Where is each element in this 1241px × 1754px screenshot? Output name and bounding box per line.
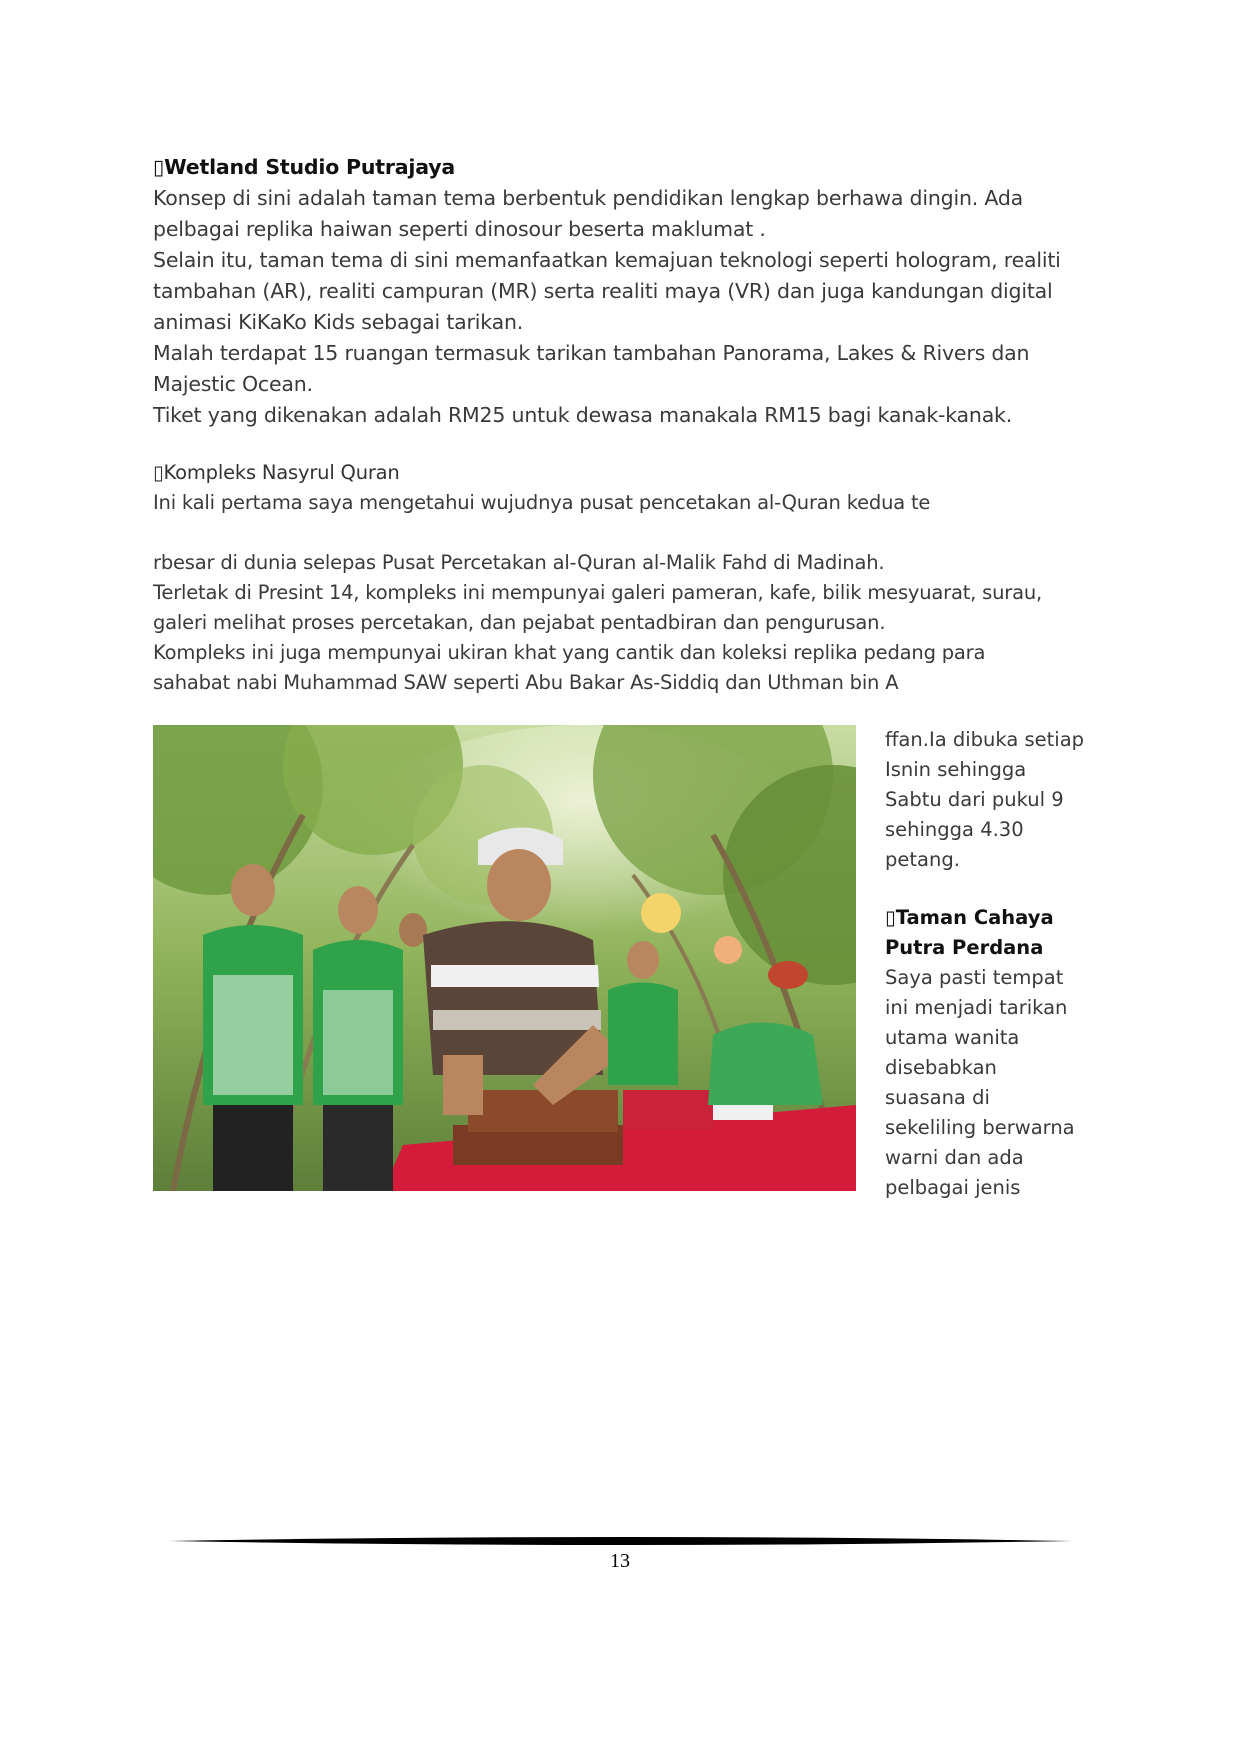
paragraph-line: Malah terdapat 15 ruangan termasuk tarikan tambahan Panorama, Lakes & Rivers dan (153, 341, 1030, 365)
paragraph-line: petang. (885, 848, 960, 871)
page-number: 13 (610, 1550, 630, 1572)
paragraph-line: utama wanita (885, 1026, 1020, 1049)
paragraph-line: disebabkan (885, 1056, 997, 1079)
paragraph-line: sekeliling berwarna (885, 1116, 1075, 1139)
paragraph-line: warni dan ada (885, 1146, 1024, 1169)
paragraph-line: Sabtu dari pukul 9 (885, 788, 1064, 811)
paragraph-line: pelbagai jenis (885, 1176, 1021, 1199)
event-photo (153, 725, 856, 1191)
paragraph-line: sehingga 4.30 (885, 818, 1024, 841)
paragraph-line: ffan.Ia dibuka setiap (885, 728, 1085, 751)
section-heading: ▯Taman Cahaya (885, 906, 1054, 929)
side-column-text (885, 725, 1095, 1203)
footer-divider (170, 1534, 1072, 1548)
paragraph-line: rbesar di dunia selepas Pusat Percetakan al-Quran al-Malik Fahd di Madinah. (153, 551, 885, 574)
section-heading: Putra Perdana (885, 936, 1044, 959)
paragraph-line: ini menjadi tarikan (885, 996, 1068, 1019)
section-kompleks-nasyrul-quran (153, 458, 1093, 518)
section-heading: ▯Kompleks Nasyrul Quran (153, 461, 400, 484)
paragraph-line: Selain itu, taman tema di sini memanfaatkan kemajuan teknologi seperti hologram, realiti (153, 248, 1061, 272)
spacer (885, 875, 1095, 903)
paragraph-line: Tiket yang dikenakan adalah RM25 untuk dewasa manakala RM15 bagi kanak-kanak. (153, 403, 1013, 427)
paragraph-line: galeri melihat proses percetakan, dan pejabat pentadbiran dan pengurusan. (153, 611, 886, 634)
paragraph-line: Isnin sehingga (885, 758, 1027, 781)
paragraph-line: Terletak di Presint 14, kompleks ini mempunyai galeri pameran, kafe, bilik mesyuarat, surau, (153, 581, 1042, 604)
paragraph-line: suasana di (885, 1086, 990, 1109)
section-kompleks-continued (153, 548, 1093, 698)
paragraph-line: pelbagai replika haiwan seperti dinosour beserta maklumat . (153, 217, 766, 241)
section-wetland-studio (153, 152, 1093, 431)
paragraph-line: Kompleks ini juga mempunyai ukiran khat yang cantik dan koleksi replika pedang para (153, 641, 986, 664)
paragraph-line: Saya pasti tempat (885, 966, 1064, 989)
section-heading: ▯Wetland Studio Putrajaya (153, 155, 455, 179)
paragraph-line: Konsep di sini adalah taman tema berbentuk pendidikan lengkap berhawa dingin. Ada (153, 186, 1024, 210)
paragraph-line: tambahan (AR), realiti campuran (MR) serta realiti maya (VR) dan juga kandungan digital (153, 279, 1053, 303)
paragraph-line: Majestic Ocean. (153, 372, 313, 396)
paragraph-line: sahabat nabi Muhammad SAW seperti Abu Bakar As-Siddiq dan Uthman bin A (153, 671, 899, 694)
paragraph-line: animasi KiKaKo Kids sebagai tarikan. (153, 310, 524, 334)
paragraph-line: Ini kali pertama saya mengetahui wujudnya pusat pencetakan al-Quran kedua te (153, 491, 931, 514)
